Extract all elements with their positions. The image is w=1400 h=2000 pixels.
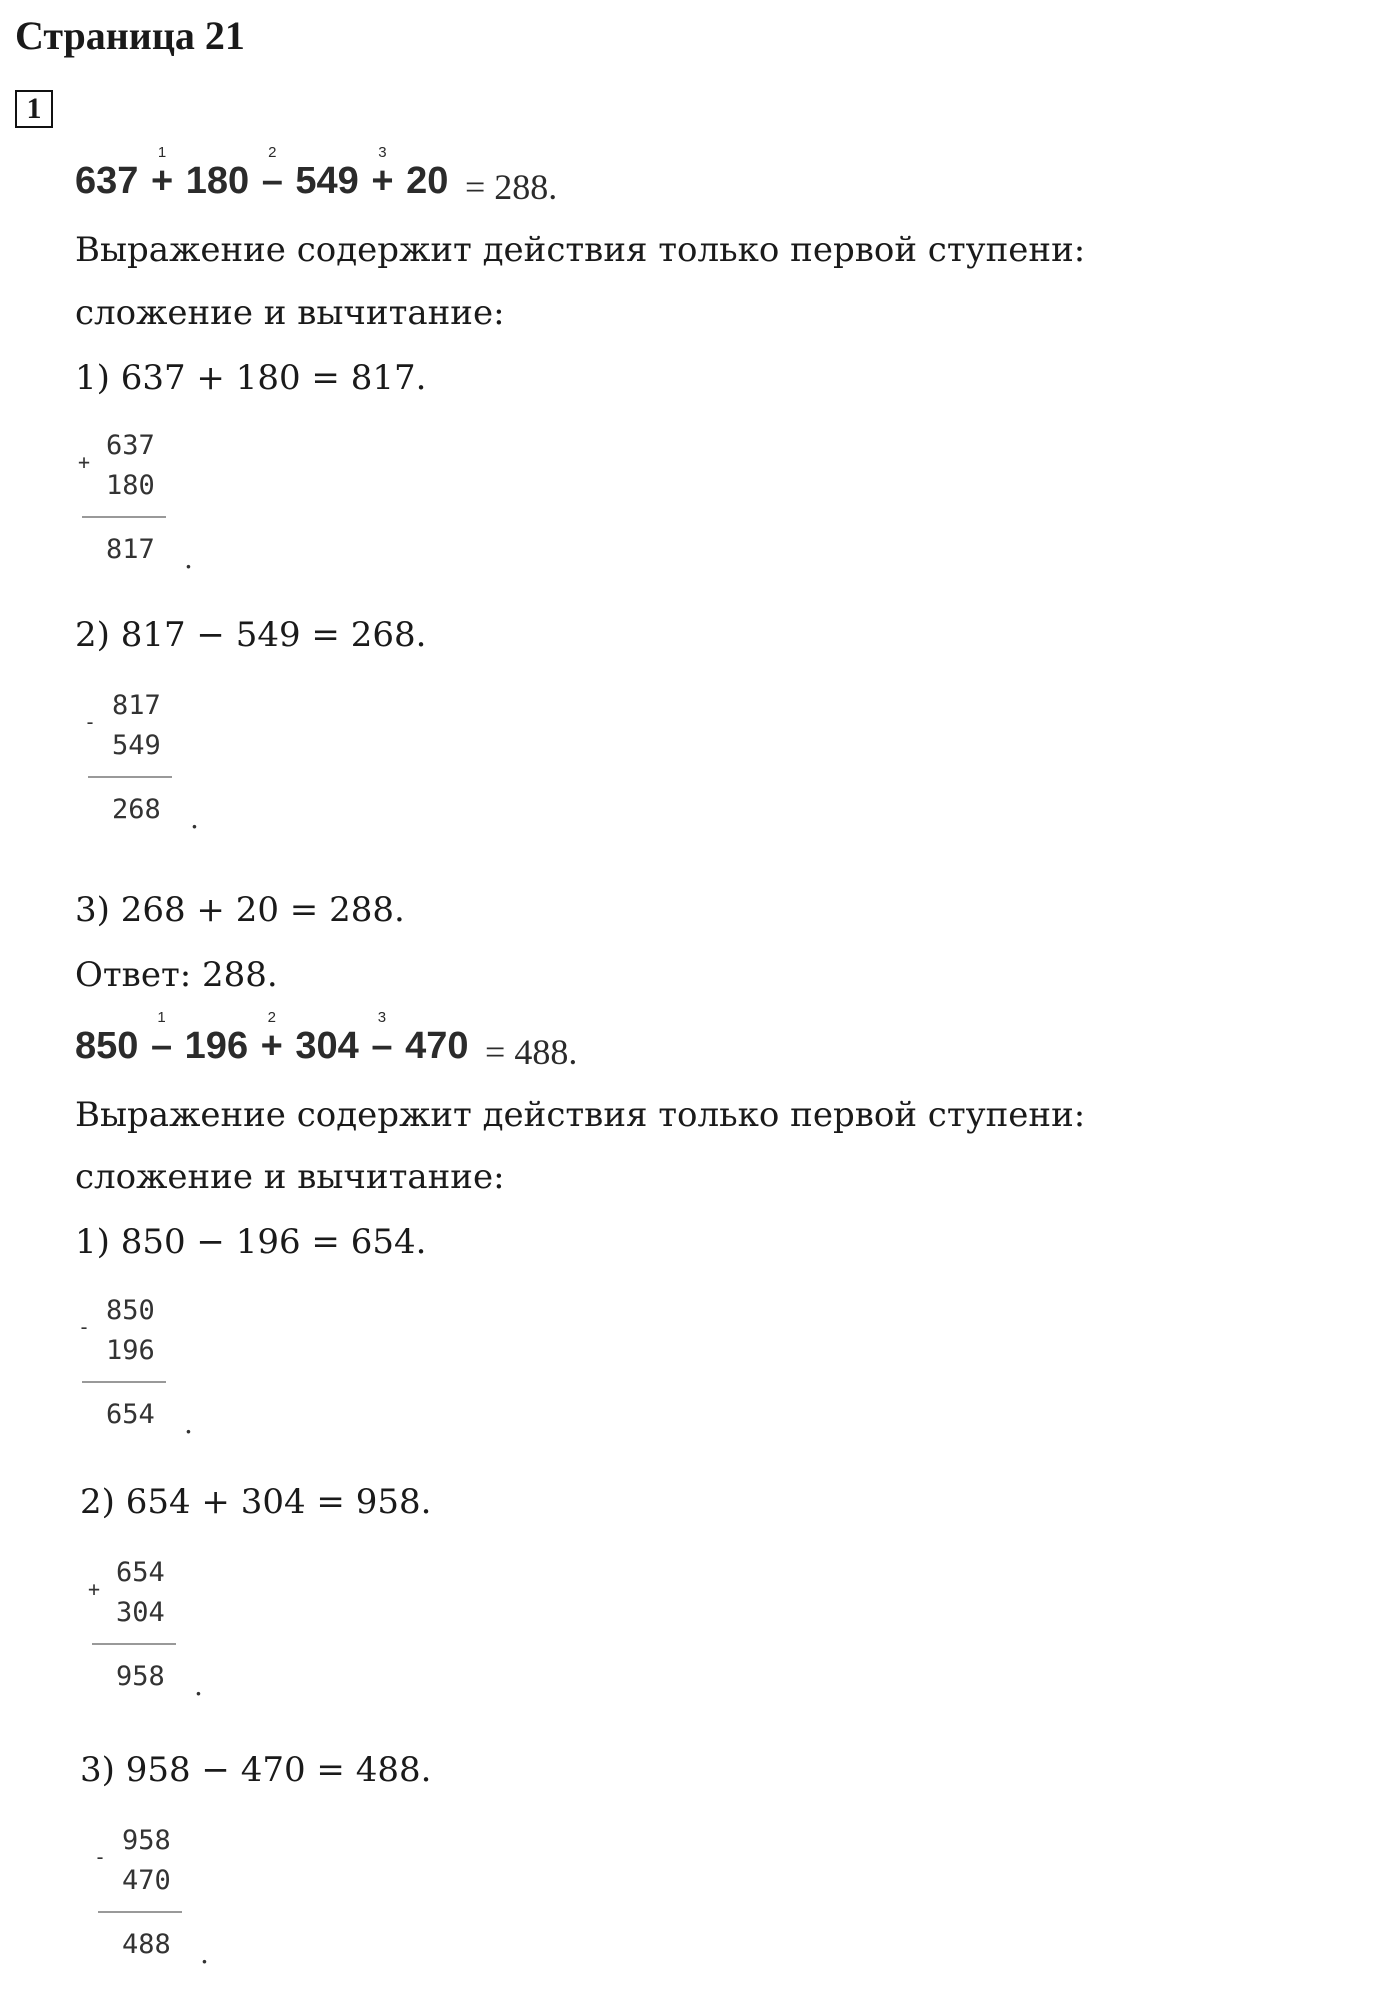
step-line: 2) 817 − 549 = 268. [75,615,427,655]
step-line: 2) 654 + 304 = 958. [80,1482,432,1522]
operand: 304 [295,1025,359,1067]
operand: 180 [185,160,250,202]
expression-result: = 488. [485,1032,578,1072]
expression-result: = 288. [464,167,558,207]
operator: – 3 [371,1009,393,1067]
column-result: 268 [112,794,161,825]
column-sign: + [78,450,91,474]
column-dot: . [184,542,193,575]
column-divider [88,776,172,778]
operator: + 2 [260,1009,283,1067]
column-divider [98,1911,182,1913]
page-title: Страница 21 [15,13,245,58]
column-operand: 549 [112,730,161,761]
column-result: 654 [106,1399,155,1430]
operand: 850 [75,1025,139,1067]
column-dot: . [194,1669,203,1702]
order-number: 1 [157,1009,166,1026]
step-line: 1) 850 − 196 = 654. [75,1222,427,1262]
column-operand: 654 [116,1557,165,1588]
step-line: 1) 637 + 180 = 817. [75,358,427,398]
step-line: 3) 958 − 470 = 488. [80,1750,432,1790]
description-line: Выражение содержит действия только первой ступени: [75,230,1086,270]
operand: 637 [75,160,139,202]
column-calculation [94,1825,214,1975]
column-calculation [84,690,204,840]
column-operand: 196 [106,1335,155,1366]
description-line: Выражение содержит действия только первой ступени: [75,1095,1086,1135]
operand: 549 [295,160,359,202]
order-number: 3 [377,1009,387,1026]
column-result: 488 [122,1929,171,1960]
column-operand: 637 [106,430,155,461]
column-operand: 180 [106,470,155,501]
task-number-box: 1 [15,90,53,128]
column-dot: . [184,1407,193,1440]
column-result: 817 [106,534,155,565]
column-calculation [78,1295,198,1445]
column-operand: 470 [122,1865,171,1896]
column-calculation [78,430,198,580]
operator: + 3 [371,144,394,202]
column-sign: - [78,1315,91,1339]
column-dot: . [190,802,199,835]
column-sign: - [84,710,97,734]
operator: + 1 [150,144,174,202]
column-sign: - [94,1845,107,1869]
column-operand: 304 [116,1597,165,1628]
column-result: 958 [116,1661,165,1692]
description-line: сложение и вычитание: [75,293,505,333]
answer-line: Ответ: 288. [75,955,278,995]
column-dot: . [200,1937,209,1970]
operand: 196 [184,1025,249,1067]
order-number: 2 [268,144,277,161]
column-operand: 817 [112,690,161,721]
column-divider [82,1381,166,1383]
column-divider [82,516,166,518]
description-line: сложение и вычитание: [75,1157,505,1197]
column-sign: + [88,1577,101,1601]
order-number: 1 [157,144,167,161]
column-operand: 958 [122,1825,171,1856]
operator: – 1 [150,1009,173,1067]
operator: – 2 [261,144,283,202]
operand: 470 [405,1025,469,1067]
expression-2 [75,1009,578,1072]
column-calculation [88,1557,208,1707]
expression-1 [75,144,558,207]
order-number: 3 [378,144,387,161]
step-line: 3) 268 + 20 = 288. [75,890,405,930]
order-number: 2 [267,1009,276,1026]
column-operand: 850 [106,1295,155,1326]
column-divider [92,1643,176,1645]
operand: 20 [406,160,449,202]
